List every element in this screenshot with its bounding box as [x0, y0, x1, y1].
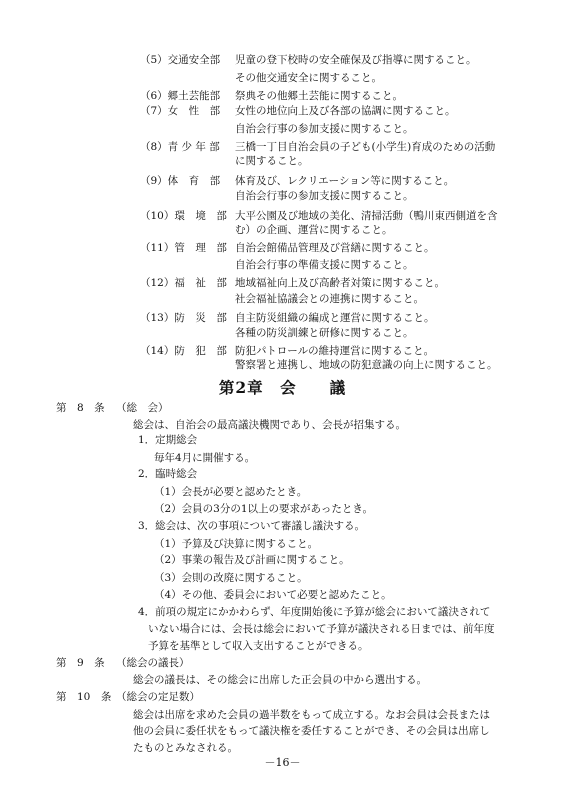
clause-text: （1）予算及び決算に関すること。	[154, 538, 319, 550]
clause-text: いない場合には、会長は総会において予算が議決される日までは、前年度	[148, 623, 495, 635]
clause-heading: 1．定期総会	[138, 434, 198, 446]
article-text: 他の会員に委任状をもって議決権を委任することができ、その会員は出席し	[133, 725, 490, 737]
clause-text: 予算を基準として収入支出することができる。	[148, 640, 369, 652]
department-duty: 自治会行事の準備支援に関すること。	[235, 259, 414, 271]
department-name: （11）管 理 部	[140, 242, 227, 254]
article-text: たものとみなされる。	[133, 742, 238, 754]
department-name: （7）女 性 部	[140, 105, 221, 117]
department-duty: その他交通安全に関すること。	[235, 72, 382, 84]
department-name: （12）福 祉 部	[140, 277, 227, 289]
department-name: （10）環 境 部	[140, 210, 227, 222]
department-duty: 自主防災組織の編成と運営に関すること。	[235, 312, 435, 324]
department-name: （13）防 災 部	[140, 312, 227, 324]
clause-text: （1）会長が必要と認めたとき。	[154, 486, 308, 498]
article-number: 第 9 条	[56, 657, 105, 669]
department-duty: 自治会館備品管理及び営繕に関すること。	[235, 242, 435, 254]
clause-heading: 3．総会は、次の事項について審議し議決する。	[138, 520, 365, 532]
article-number: 第 8 条	[56, 402, 105, 414]
article-number: 第 10 条	[56, 691, 112, 703]
department-duty: に関すること。	[235, 155, 309, 167]
article-title: （総会の議長）	[116, 657, 190, 669]
department-duty: 大平公園及び地域の美化、清掃活動（鴨川東西側道を含	[235, 210, 498, 222]
department-duty: 女性の地位向上及び各部の協調に関すること。	[235, 105, 456, 117]
department-duty: 自治会行事の参加支援に関すること。	[235, 190, 414, 202]
department-name: （6）郷土芸能部	[140, 90, 221, 102]
department-duty: 祭典その他郷土芸能に関すること。	[235, 90, 403, 102]
clause-text: （3）会則の改廃に関すること。	[154, 572, 308, 584]
page-number: －16－	[264, 756, 301, 769]
chapter-title: 第2章 会 議	[218, 378, 347, 397]
department-duty: 各種の防災訓練と研修に関すること。	[235, 327, 414, 339]
article-title: （総 会）	[116, 402, 169, 414]
department-duty: 体育及び、レクリエーション等に関すること。	[235, 175, 455, 187]
department-duty: 社会福祉協議会との連携に関すること。	[235, 293, 424, 305]
article-text: 総会の議長は、その総会に出席した正会員の中から選出する。	[133, 674, 427, 686]
department-name: （8）青 少 年 部	[140, 141, 220, 153]
department-duty: む）の企画、運営に関すること。	[235, 224, 393, 236]
department-name: （9）体 育 部	[140, 175, 221, 187]
article-title: （総会の定足数）	[116, 691, 200, 703]
department-name: （5）交通安全部	[140, 54, 221, 66]
department-duty: 三橋一丁目自治会員の子ども(小学生)育成のための活動	[235, 141, 496, 153]
department-name: （14）防 犯 部	[140, 345, 227, 357]
clause-text: （2）事業の報告及び計画に関すること。	[154, 554, 350, 566]
department-duty: 警察署と連携し、地域の防犯意識の向上に関すること。	[235, 359, 498, 371]
article-text: 総会は、自治会の最高議決機関であり、会長が招集する。	[133, 419, 406, 431]
department-duty: 地域福祉向上及び高齢者対策に関すること。	[235, 277, 445, 289]
clause-text: 4．前項の規定にかかわらず、年度開始後に予算が総会において議決されて	[138, 606, 491, 618]
department-duty: 自治会行事の参加支援に関すること。	[235, 123, 414, 135]
clause-text: 毎年4月に開催する。	[154, 452, 256, 464]
department-duty: 児童の登下校時の安全確保及び指導に関すること。	[235, 54, 477, 66]
clause-text: （4）その他、委員会において必要と認めたこと。	[154, 589, 392, 601]
clause-text: （2）会員の3分の1以上の要求があったとき。	[154, 503, 374, 515]
clause-heading: 2．臨時総会	[138, 468, 198, 480]
article-text: 総会は出席を求めた会員の過半数をもって成立する。なお会員は会長または	[133, 709, 490, 721]
department-duty: 防犯パトロールの維持運営に関すること。	[235, 345, 435, 357]
